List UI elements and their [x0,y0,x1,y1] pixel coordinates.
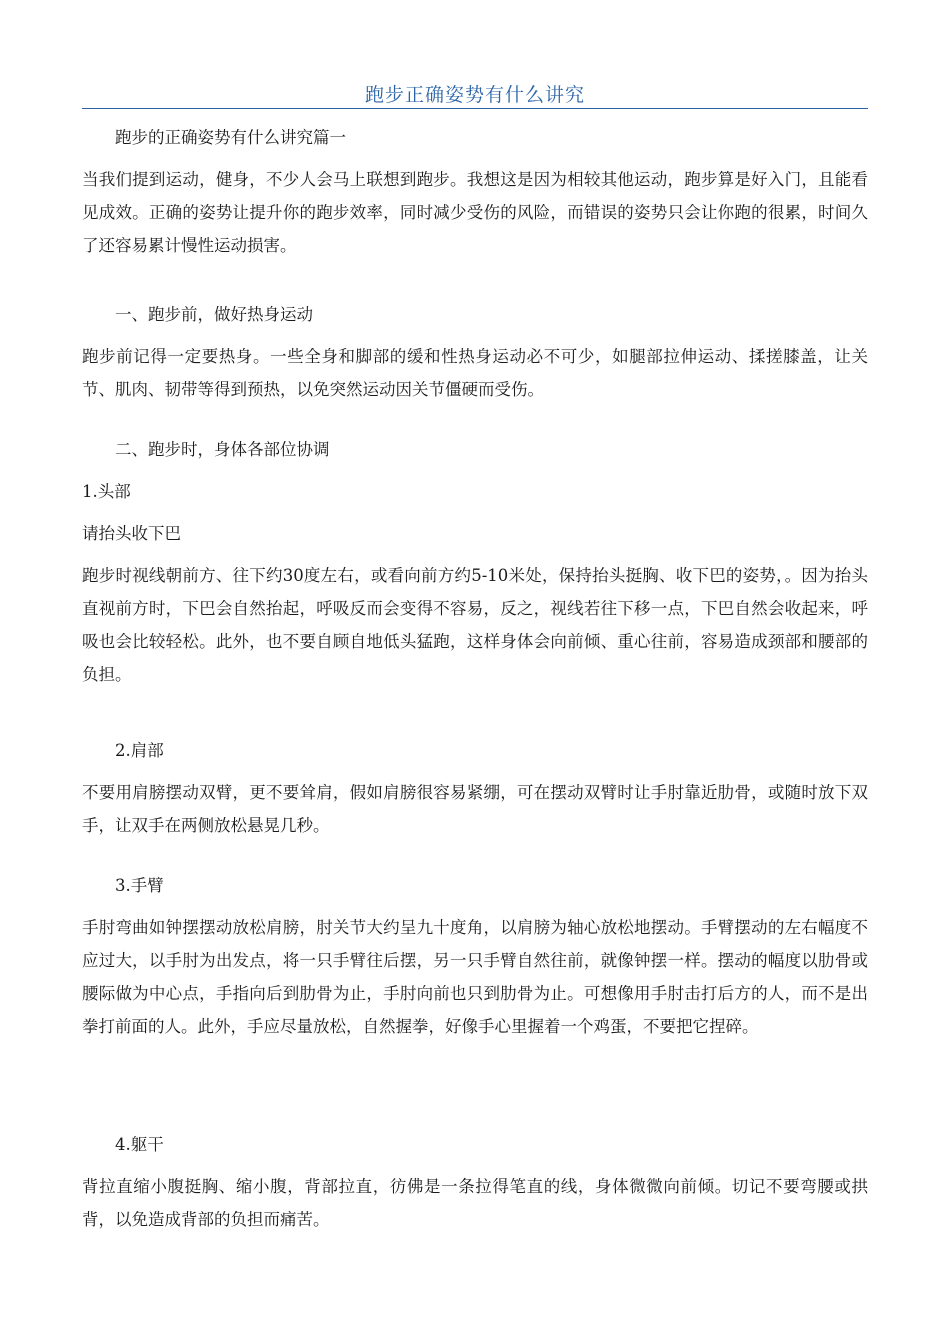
shoulder-paragraph: 不要用肩膀摆动双臂，更不要耸肩，假如肩膀很容易紧绷，可在摆动双臂时让手肘靠近肋骨，或随时放下双手，让双手在两侧放松悬晃几秒。 [82,783,868,835]
head-paragraph: 跑步时视线朝前方、往下约30度左右，或看向前方约5-10米处，保持抬头挺胸、收下巴的姿势，。因为抬头直视前方时，下巴会自然抬起，呼吸反而会变得不容易，反之，视线若往下移一点，下巴自然会收起来，呼吸也会比较轻松。此外，也不要自顾自地低头猛跑，这样身体会向前倾、重心往前，容易造成颈部和腰部的负担。 [82,566,868,684]
intro-heading: 跑步的正确姿势有什么讲究篇一 [115,128,346,147]
head-heading: 1.头部 [82,482,131,501]
arm-paragraph: 手肘弯曲如钟摆摆动放松肩膀，肘关节大约呈九十度角，以肩膀为轴心放松地摆动。手臂摆动的左右幅度不应过大，以手肘为出发点，将一只手臂往后摆，另一只手臂自然往前，就像钟摆一样。摆动的幅度以肋骨或腰际做为中心点，手指向后到肋骨为止，手肘向前也只到肋骨为止。可想像用手肘击打后方的人，而不是出拳打前面的人。此外，手应尽量放松，自然握拳，好像手心里握着一个鸡蛋，不要把它捏碎。 [82,918,868,1036]
intro-paragraph: 当我们提到运动，健身，不少人会马上联想到跑步。我想这是因为相较其他运动，跑步算是好入门，且能看见成效。正确的姿势让提升你的跑步效率，同时减少受伤的风险，而错误的姿势只会让你跑的很累，时间久了还容易累计慢性运动损害。 [82,170,868,255]
section1-paragraph: 跑步前记得一定要热身。一些全身和脚部的缓和性热身运动必不可少，如腿部拉伸运动、揉搓膝盖，让关节、肌肉、韧带等得到预热，以免突然运动因关节僵硬而受伤。 [82,347,868,399]
section1-heading: 一、跑步前，做好热身运动 [115,305,313,324]
arm-heading: 3.手臂 [115,876,164,895]
torso-heading: 4.躯干 [115,1135,164,1154]
head-subheading: 请抬头收下巴 [82,524,181,543]
shoulder-heading: 2.肩部 [115,741,164,760]
document-title: 跑步正确姿势有什么讲究 [364,84,585,106]
section2-heading: 二、跑步时，身体各部位协调 [115,440,330,459]
torso-paragraph: 背拉直缩小腹挺胸、缩小腹，背部拉直，彷佛是一条拉得笔直的线，身体微微向前倾。切记不要弯腰或拱背，以免造成背部的负担而痛苦。 [82,1177,868,1229]
title-underline [82,108,868,109]
